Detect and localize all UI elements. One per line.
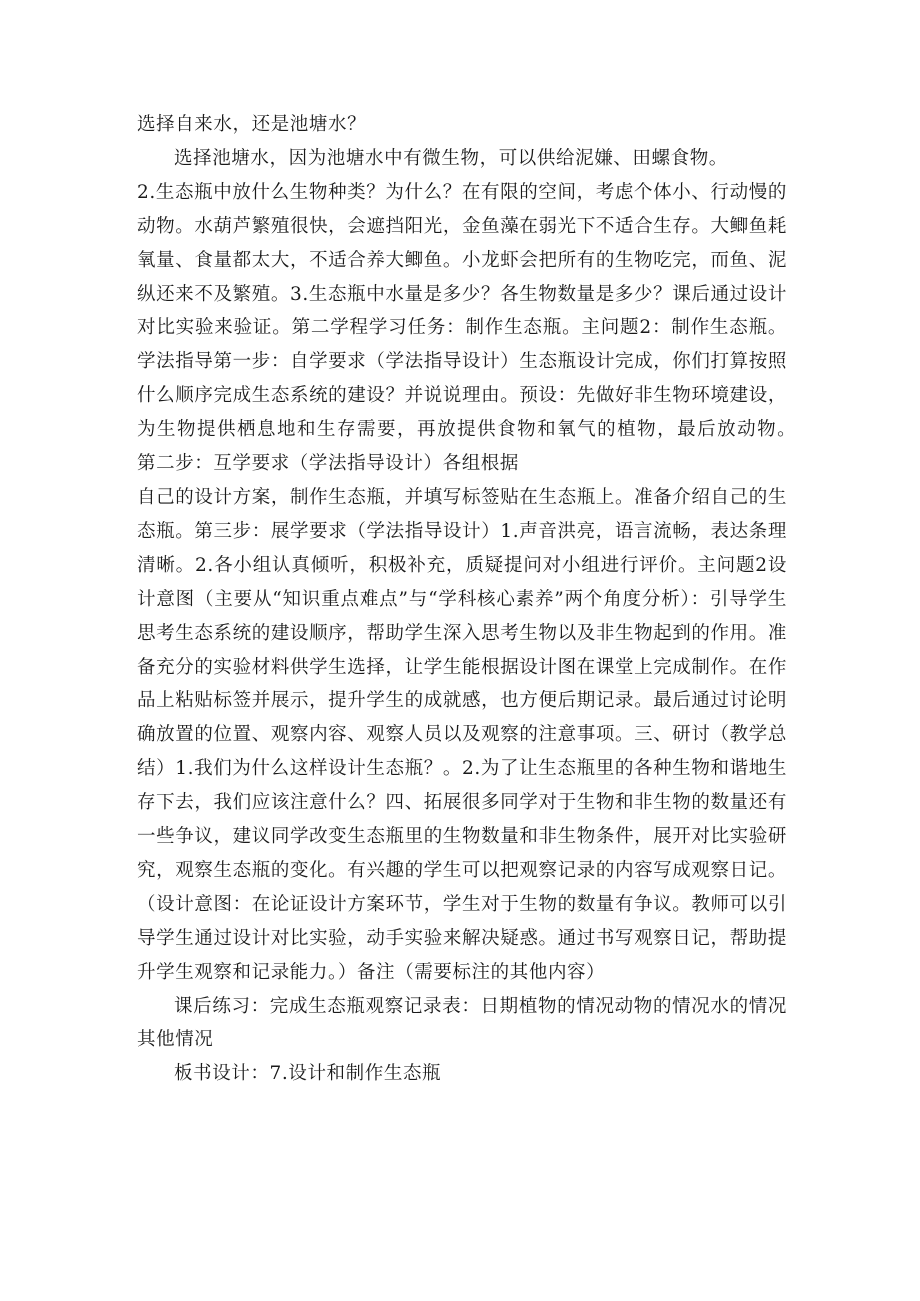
paragraph-organisms-and-tasks: 2.生态瓶中放什么生物种类？为什么？在有限的空间，考虑个体小、行动慢的动物。水葫芦繁殖很快，会遮挡阳光，金鱼藻在弱光下不适合生存。大鲫鱼耗氧量、食量都太大，不适合养大鲫鱼。小龙虾会把所有的生物吃完，而鱼、泥纵还来不及繁殖。3.生态瓶中水量是多少？各生物数量是多少？课后通过设计对比实验来验证。第二学程学习任务：制作生态瓶。主问题2：制作生态瓶。学法指导第一步：自学要求（学法指导设计）生态瓶设计完成，你们打算按照什么顺序完成生态系统的建设？并说说理由。预设：先做好非生物环境建设，为生物提供栖息地和生存需要，再放提供食物和氧气的植物，最后放动物。 第二步：互学要求（学法指导设计）各组根据 xyxy=(137,181,845,475)
document-body xyxy=(137,108,845,1091)
paragraph-pond-water-answer: 选择池塘水，因为池塘水中有微生物，可以供给泥嫌、田螺食物。 xyxy=(174,147,728,169)
paragraph-tap-water-question: 选择自来水，还是池塘水？ xyxy=(137,114,367,135)
paragraph-design-intent-and-discussion: 自己的设计方案，制作生态瓶，并填写标签贴在生态瓶上。准备介绍自己的生态瓶。第三步：展学要求（学法指导设计）1.声音洪亮，语言流畅，表达条理清晰。2.各小组认真倾听，积极补充，质疑提问对小组进行评价。主问题2设计意图（主要从“知识重点难点”与“学科核心素养”两个角度分析）：引导学生思考生态系统的建设顺序，帮助学生深入思考生物以及非生物起到的作用。准备充分的实验材料供学生选择，让学生能根据设计图在课堂上完成制作。在作品上粘贴标签并展示，提升学生的成就感，也方便后期记录。最后通过讨论明确放置的位置、观察内容、观察人员以及观察的注意事项。三、研讨（教学总结）1.我们为什么这样设计生态瓶？。2.为了让生态瓶里的各种生物和谐地生存下去，我们应该注意什么？四、拓展很多同学对于生物和非生物的数量还有一些争议，建议同学改变生态瓶里的生物数量和非生物条件，展开对比实验研究，观察生态瓶的变化。有兴趣的学生可以把观察记录的内容写成观察日记。（设计意图：在论证设计方案环节，学生对于生物的数量有争议。教师可以引导学生通过设计对比实验，动手实验来解决疑惑。通过书写观察日记，帮助提升学生观察和记录能力。）备注（需要标注的其他内容） xyxy=(137,486,787,983)
paragraph-blackboard-design: 板书设计：7.设计和制作生态瓶 xyxy=(174,1063,442,1085)
paragraph-homework: 课后练习：完成生态瓶观察记录表：日期植物的情况动物的情况水的情况其他情况 xyxy=(137,995,787,1051)
